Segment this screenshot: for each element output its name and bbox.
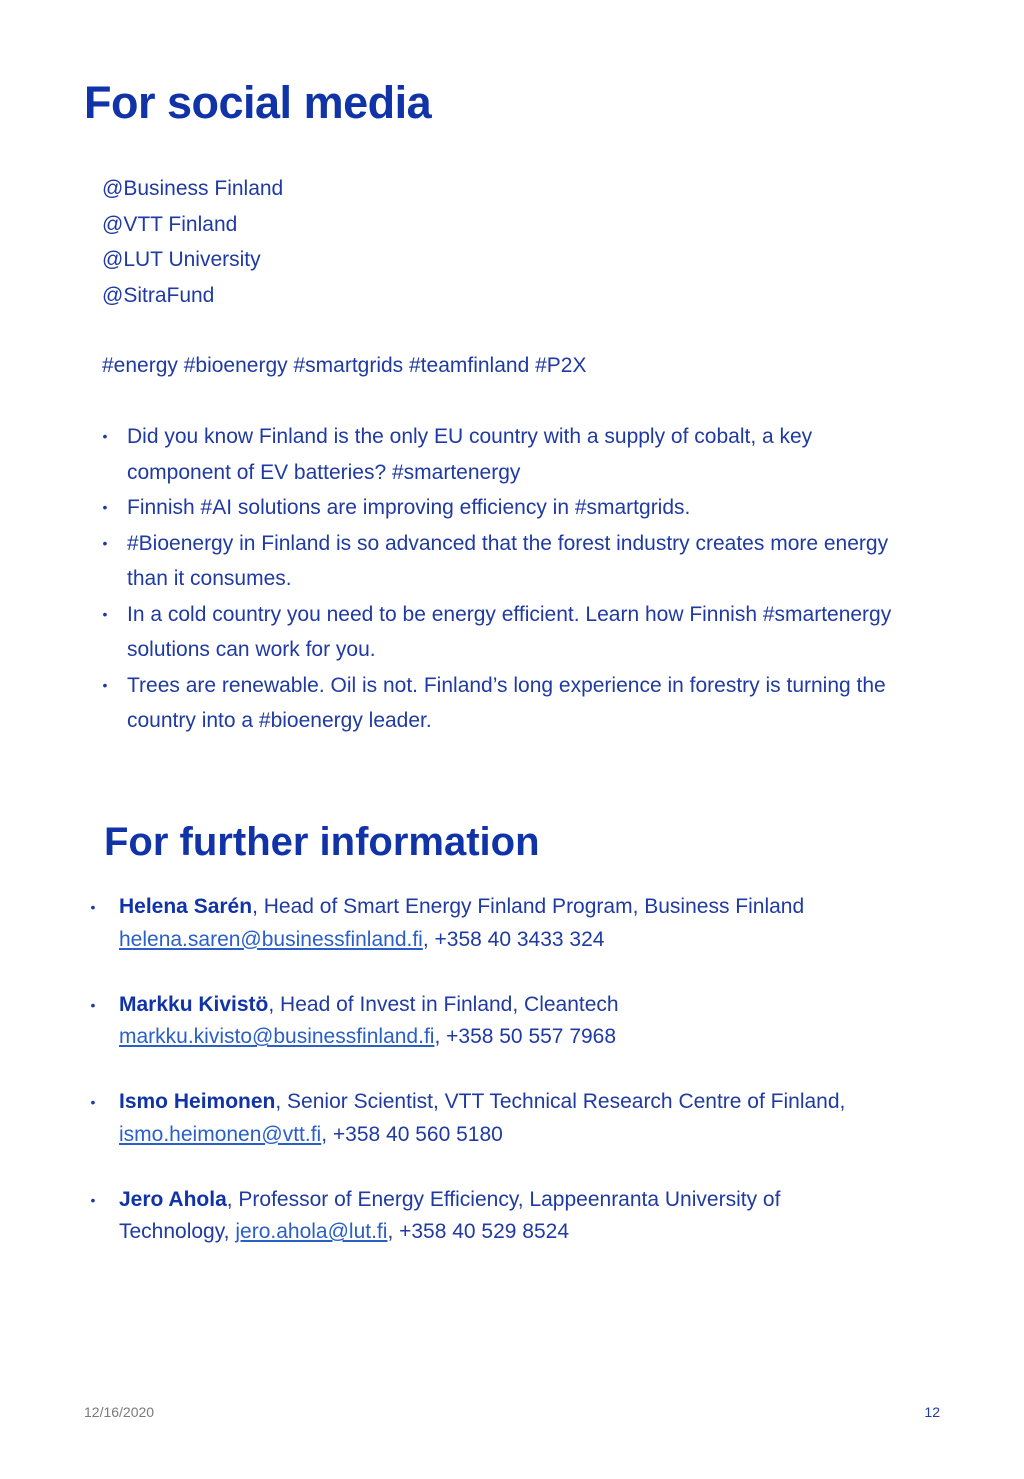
fact-item — [100, 419, 920, 490]
contact-phone: , +358 40 529 8524 — [387, 1220, 570, 1243]
contact-role: , Senior Scientist, VTT Technical Research Centre of Finland, — [275, 1090, 846, 1113]
fact-item — [100, 668, 920, 739]
contact-name: Markku Kivistö — [119, 992, 269, 1016]
hashtags: #energy #bioenergy #smartgrids #teamfinland #P2X — [102, 354, 587, 377]
social-facts-list — [100, 419, 920, 739]
bullet-icon: • — [90, 899, 96, 915]
contact-email-link[interactable]: markku.kivisto@businessfinland.fi — [119, 1025, 435, 1048]
footer-date: 12/16/2020 — [84, 1404, 155, 1420]
contact-item — [88, 891, 888, 956]
contact-name: Helena Sarén — [119, 895, 253, 918]
social-handles-list — [102, 171, 283, 313]
fact-item — [100, 597, 920, 668]
bullet-icon: • — [90, 996, 96, 1013]
page-number: 12 — [924, 1404, 940, 1420]
contact-phone: , +358 40 3433 324 — [422, 927, 605, 951]
social-handle-sitrafund: @SitraFund — [102, 283, 215, 307]
contact-phone: , +358 50 557 7968 — [434, 1025, 617, 1048]
contacts-list — [88, 891, 888, 1281]
fact-text: In a cold country you need to be energy efficient. Learn how Finnish #smartenergy solutions can work for you. — [127, 602, 892, 661]
bullet-icon: • — [102, 676, 108, 693]
contact-role: , Head of Smart Energy Finland Program, Business Finland — [252, 895, 805, 918]
fact-text: #Bioenergy in Finland is so advanced that the forest industry creates more energy than it consumes. — [127, 531, 889, 590]
fact-item — [100, 526, 920, 597]
contact-item — [88, 989, 888, 1054]
contact-item — [88, 1086, 888, 1151]
contact-name: Jero Ahola — [119, 1187, 227, 1211]
bullet-icon: • — [102, 499, 108, 515]
fact-text: Trees are renewable. Oil is not. Finland’s long experience in forestry is turning the country into a #bioenergy leader. — [127, 673, 886, 732]
contact-email-link[interactable]: jero.ahola@lut.fi — [235, 1220, 388, 1243]
fact-text: Did you know Finland is the only EU country with a supply of cobalt, a key component of EV batteries? #smartenergy — [127, 425, 813, 484]
contact-role: , Head of Invest in Finland, Cleantech — [268, 992, 619, 1016]
bullet-icon: • — [102, 534, 108, 551]
contact-role: , Professor of Energy Efficiency, Lappeenranta University of — [226, 1187, 781, 1211]
contact-email-link[interactable]: helena.saren@businessfinland.fi — [119, 927, 423, 951]
contact-prefix: Technology, — [119, 1220, 236, 1243]
further-info-title: For further information — [104, 820, 540, 864]
contact-email-link[interactable]: ismo.heimonen@vtt.fi — [119, 1122, 322, 1146]
contact-name: Ismo Heimonen — [119, 1090, 276, 1113]
social-handle-vtt-finland: @VTT Finland — [102, 212, 238, 236]
social-handle-business-finland: @Business Finland — [102, 177, 284, 200]
fact-item — [100, 490, 920, 526]
social-handle-lut-university: @LUT University — [102, 248, 261, 271]
bullet-icon: • — [90, 1094, 96, 1110]
bullet-icon: • — [102, 605, 108, 622]
contact-phone: , +358 40 560 5180 — [321, 1122, 503, 1146]
bullet-icon: • — [90, 1191, 96, 1208]
page-title: For social media — [84, 77, 432, 128]
bullet-icon: • — [102, 428, 108, 444]
contact-item — [88, 1184, 888, 1249]
fact-text: Finnish #AI solutions are improving efficiency in #smartgrids. — [127, 496, 691, 519]
